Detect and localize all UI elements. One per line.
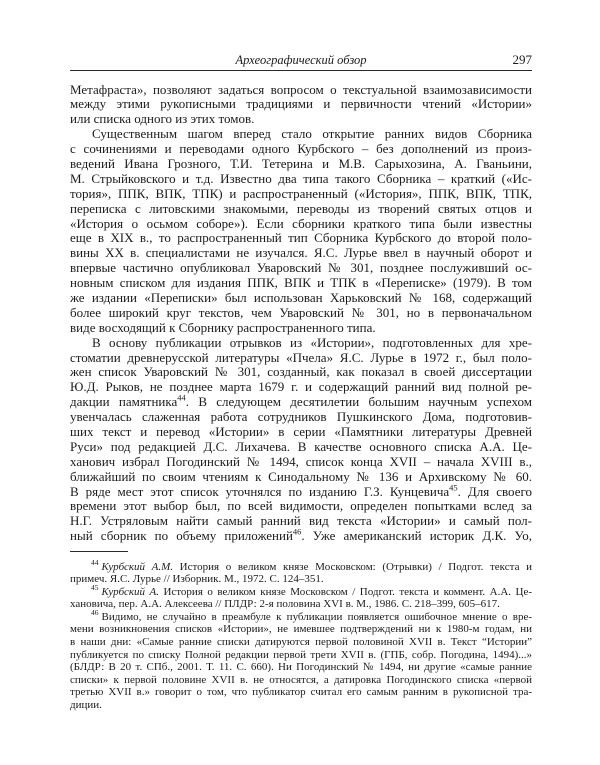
text-line: Н.Г. Устряловым найти самый ранний вид текста «Истории» и самый пол- — [70, 513, 532, 529]
footnote-line: (БЛДР: В 20 т. СПб., 2001. Т. 11. С. 660). Ни Погодинский № 1494, ни другие «самые ранние — [70, 661, 532, 674]
text-line: вины XX в. специалистами не изучался. Я.С. Лурье ввел в научный оборот и — [70, 245, 532, 261]
footnotes — [70, 557, 532, 712]
text-line: еще в XIX в., то распространенный тип Сборника Курбского до второй поло- — [70, 230, 532, 246]
footnote-45 — [70, 583, 532, 611]
footnote-number: 46 — [91, 608, 99, 618]
text-segment: . В следующем десятилетии большим научным успехом — [185, 394, 532, 410]
footnote-line: списки» к первой половине XVII в. не относятся, а датировка Погодинского списка «первой — [70, 673, 532, 686]
text-line — [70, 526, 533, 544]
paragraph — [70, 83, 532, 128]
text-line: между этими рукописными традициями и первичности чтений «Истории» — [70, 96, 532, 112]
footnote-line: мени возникновения списков «Истории», не имевшее подтверждений ни к 1980-м годам, ни — [70, 623, 532, 636]
text-line: впервые частично опубликовал Уваровский № 301, позднее послуживший ос- — [70, 260, 532, 276]
text-line: жен список Уваровский № 301, созданный, как показал в своей диссертации — [70, 364, 532, 380]
footnote-line: диции. — [70, 699, 102, 712]
text-line: Руси» под редакцией Д.С. Лихачева. В качестве основного списка А.А. Це- — [70, 438, 532, 454]
text-line: стоматии древнерусской литературы «Пчела» Я.С. Лурье в 1972 г., был поло- — [70, 349, 532, 365]
footnote-line: публикуется по списку Полной редакции первой трети XVII в. (ГПБ, собр. Погодина, 1494)...» — [70, 648, 532, 661]
footnote-line — [70, 557, 532, 574]
footnote-author: Курбский А.М. — [101, 560, 174, 573]
text-line: ших текст и перевод «Истории» в серии «Памятники литературы Древней — [70, 423, 532, 439]
text-line: тория», ППК, ВПК, ТПК) и распространенный («История», ППК, ВПК, ТПК, — [70, 185, 532, 201]
footnote-number: 44 — [91, 557, 99, 567]
footnote-46 — [70, 608, 532, 712]
footnote-text: История о великом князе Московском / Подгот. текста и коммент. А.А. Це- — [158, 585, 532, 598]
footnote-44 — [70, 557, 532, 586]
text-line: времени этот выбор был, по всей видимости, определен попытками вслед за — [70, 498, 532, 514]
footnote-reference-46: 46 — [292, 526, 302, 537]
header-rule — [70, 70, 532, 71]
text-line: же издании «Переписки» был использован Харьковский № 168, содержащий — [70, 289, 532, 305]
footnote-separator — [70, 551, 128, 552]
text-line: увенчалась слаженная работа сотрудников Пушкинского Дома, подготовив- — [70, 409, 532, 425]
text-line: или списка одного из этих томов. — [70, 111, 255, 127]
footnote-text: История о великом князе Московском: (Отрывки) / Подгот. текста и — [173, 560, 532, 573]
footnote-line: в наши дни: «Самые ранние списки датируются первой половиной XVII в. Текст “Истории” — [70, 636, 532, 649]
footnote-line — [70, 608, 532, 624]
text-line: Существенным шагом вперед стало открытие ранних видов Сборника — [92, 126, 532, 142]
text-line: более широкий круг текстов, чем Уваровский № 301, но в первоначальном — [70, 304, 532, 320]
text-segment: В ряде мест этот список уточнялся по изданию Г.З. Кунцевича — [70, 483, 450, 499]
page-number: 297 — [512, 52, 532, 67]
text-line: «История о осьмом соборе»). Если сборники краткого типа были известны — [70, 215, 532, 231]
footnote-line: примеч. Я.С. Лурье // Изборник. М., 1972. С. 124–351. — [70, 573, 324, 586]
text-segment: дакции памятника — [70, 394, 178, 410]
footnote-number: 45 — [91, 583, 99, 593]
text-line: ведений Ивана Грозного, Т.И. Тетерина и М.В. Сарыхозина, А. Гваньини, — [70, 155, 532, 171]
text-line: Метафраста», позволяют задаться вопросом о текстуальной взаимозависимости — [70, 81, 532, 97]
running-title: Археографический обзор — [235, 53, 367, 67]
running-header — [70, 52, 532, 68]
footnote-line: хановича, пер. А.А. Алексеева // ПЛДР: 2-я половина XVI в. М., 1986. С. 218–399, 605–617. — [70, 598, 500, 611]
paragraph — [70, 127, 532, 335]
text-line: виде восходящий к Сборнику распространенного типа. — [70, 319, 376, 335]
text-segment: . Уже американский историк Д.К. Уо, — [301, 528, 533, 544]
text-segment: ный сборник по объему приложений — [70, 528, 293, 544]
text-line — [70, 392, 532, 410]
footnote-line: третью XVII в.» говорит о том, что публикатор считал его самым ранним в рукописной тра- — [70, 686, 532, 699]
text-line — [70, 482, 532, 500]
footnote-reference-45: 45 — [449, 482, 458, 493]
text-line: с сочинениями и переводами одного Курбского – без дополнений из произ- — [70, 141, 532, 157]
footnote-author: Курбский А. — [101, 585, 159, 598]
text-line: В основу публикации отрывков из «Истории», подготовленных для хре- — [92, 334, 532, 350]
paragraph — [70, 336, 532, 544]
text-line: М. Стрыйковского и т.д. Известно два типа такого Сборника – краткий («Ис- — [70, 170, 532, 186]
text-line: ханович избрал Погодинский № 1494, список конца XVII – начала XVIII в., — [70, 453, 532, 469]
text-line: ближайший по своим чтениям к Синодальному № 136 и Архивскому № 60. — [70, 468, 532, 484]
footnote-text: Видимо, не случайно в преамбуле к публикации появляется ошибочное мнение о вре- — [101, 610, 532, 623]
text-line: Ю.Д. Рыков, не позднее марта 1679 г. и содержащий ранний вид полной ре- — [70, 379, 532, 395]
footnote-reference-44: 44 — [177, 392, 186, 403]
footnote-line — [70, 583, 532, 599]
text-line: переписка с литовскими знакомыми, переводы из творений святых отцов и — [70, 200, 532, 216]
main-text — [70, 83, 532, 545]
text-segment: . Для своего — [457, 483, 532, 499]
text-line: новным списком для издания ППК, ВПК и ТПК в «Переписке» (1979). В том — [70, 275, 532, 291]
